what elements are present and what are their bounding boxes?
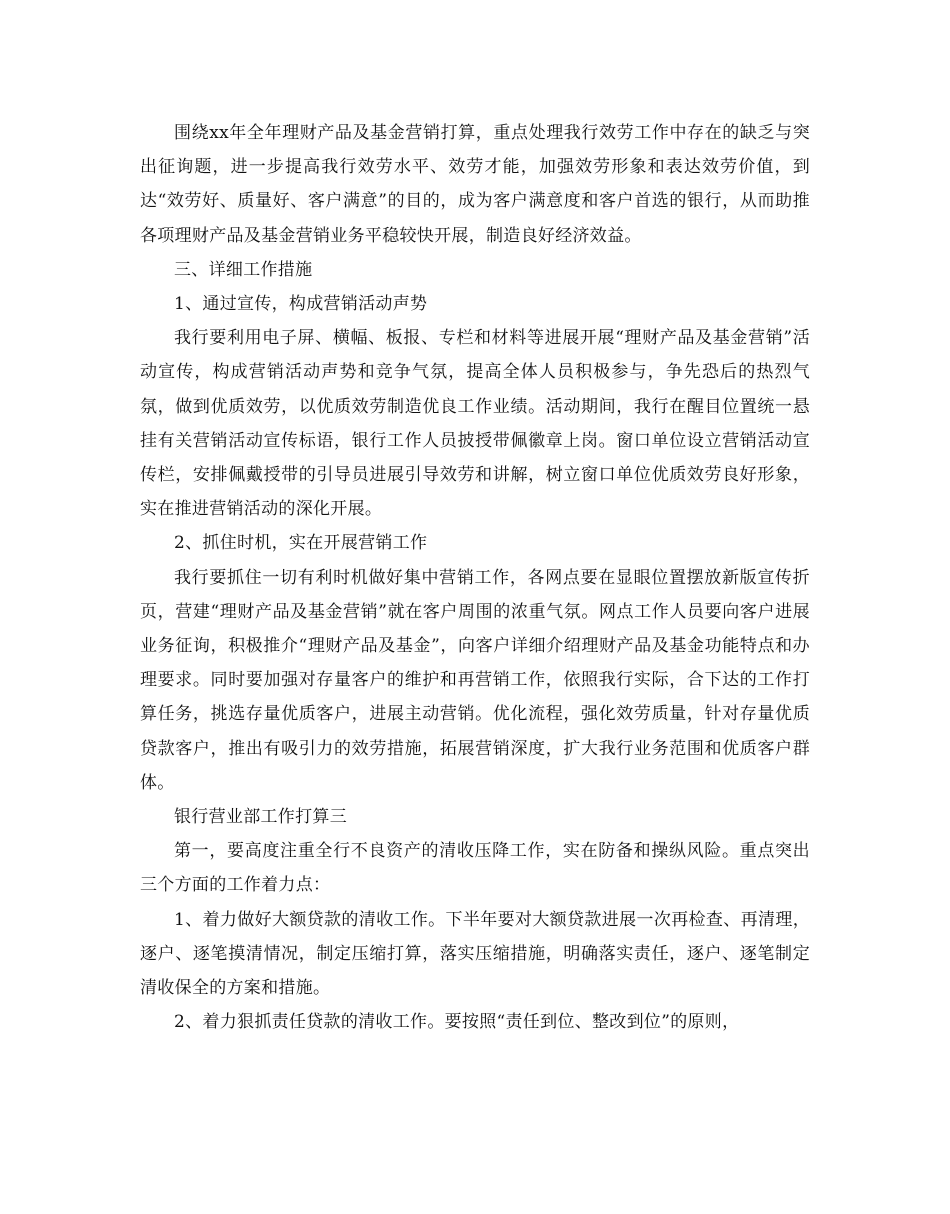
paragraph-intro: 围绕xx年全年理财产品及基金营销打算，重点处理我行效劳工作中存在的缺乏与突出征询题，进一步提高我行效劳水平、效劳才能，加强效劳形象和表达效劳价值，到达“效劳好、质量好、客户满意”的目的，成为客户满意度和客户首选的银行，从而助推各项理财产品及基金营销业务平稳较快开展，制造良好经济效益。 bbox=[140, 123, 810, 246]
paragraph-publicity: 我行要利用电子屏、横幅、板报、专栏和材料等进展开展“理财产品及基金营销”活动宣传，构成营销活动声势和竞争气氛，提高全体人员积极参与，争先恐后的热烈气氛，做到优质效劳，以优质效劳制造优良工作业绩。活动期间，我行在醒目位置统一悬挂有关营销活动宣传标语，银行工作人员披授带佩徽章上岗。窗口单位设立营销活动宣传栏，安排佩戴授带的引导员进展引导效劳和讲解，树立窗口单位优质效劳良好形象，实在推进营销活动的深化开展。 bbox=[140, 328, 810, 520]
subheading-opportunity: 2、抓住时机，实在开展营销工作 bbox=[174, 533, 428, 554]
heading-plan-three: 银行营业部工作打算三 bbox=[174, 807, 347, 828]
paragraph-responsibility-loans: 2、着力狠抓责任贷款的清收工作。要按照“责任到位、整改到位”的原则， bbox=[174, 1012, 740, 1033]
subheading-publicity: 1、通过宣传，构成营销活动声势 bbox=[174, 294, 428, 315]
section-heading-measures: 三、详细工作措施 bbox=[174, 259, 313, 280]
paragraph-opportunity: 我行要抓住一切有利时机做好集中营销工作，各网点要在显眼位置摆放新版宣传折页，营建“理财产品及基金营销”就在客户周围的浓重气氛。网点工作人员要向客户进展业务征询，积极推介“理财产品及基金”，向客户详细介绍理财产品及基金功能特点和办理要求。同时要加强对存量客户的维护和再营销工作，依照我行实际，合下达的工作打算任务，挑选存量优质客户，进展主动营销。优化流程，强化效劳质量，针对存量优质贷款客户，推出有吸引力的效劳措施，拓展营销深度，扩大我行业务范围和优质客户群体。 bbox=[140, 567, 810, 793]
document-body bbox=[140, 116, 810, 1039]
paragraph-first-point: 第一，要高度注重全行不良资产的清收压降工作，实在防备和操纵风险。重点突出三个方面的工作着力点： bbox=[140, 841, 810, 896]
paragraph-large-loans: 1、着力做好大额贷款的清收工作。下半年要对大额贷款进展一次再检查、再清理，逐户、逐笔摸清情况，制定压缩打算，落实压缩措施，明确落实责任，逐户、逐笔制定清收保全的方案和措施。 bbox=[140, 909, 810, 999]
